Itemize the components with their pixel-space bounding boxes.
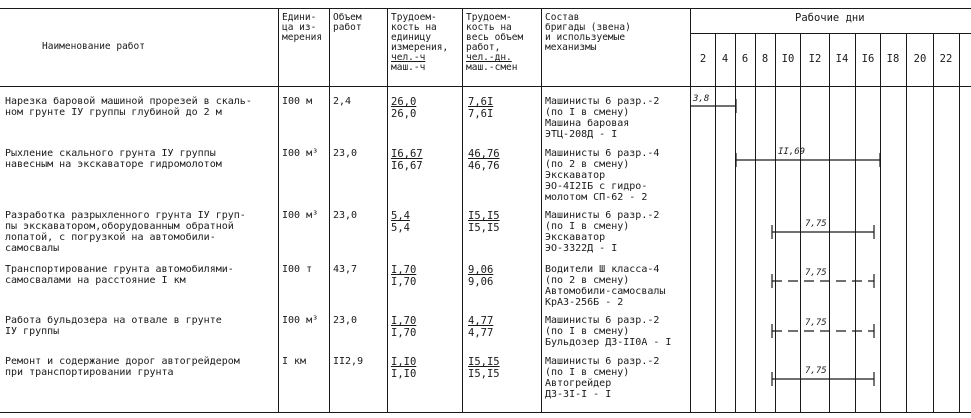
header-labor-per-unit: Трудоем- кость на единицу измерения,	[391, 12, 449, 53]
labor-per-unit-num: I6,67	[391, 148, 423, 160]
day-number: I0	[781, 53, 795, 65]
labor-total-den: I5,I5	[468, 368, 500, 380]
crew: Машинисты 6 разр.-2 (по I в смену) Экскаватор ЭО-3322Д - I	[545, 210, 660, 254]
header-labor-total-num: чел.-дн.	[466, 52, 512, 63]
gantt-duration-label: 7,75	[805, 268, 827, 278]
gantt-duration-label: 7,75	[805, 318, 827, 328]
day-number: 22	[939, 53, 953, 65]
header-workdays: Рабочие дни	[795, 12, 865, 24]
unit: I00 м³	[282, 148, 319, 159]
labor-total-den: 7,6I	[468, 108, 494, 120]
unit: I00 м³	[282, 315, 319, 326]
labor-total-den: 9,06	[468, 276, 494, 288]
gantt-duration-label: 7,75	[805, 219, 827, 229]
labor-per-unit-num: I,70	[391, 264, 417, 276]
day-number: 6	[741, 53, 749, 65]
day-number: I8	[886, 53, 900, 65]
labor-per-unit-den: 5,4	[391, 222, 410, 234]
labor-total-den: 4,77	[468, 327, 494, 339]
work-name: Транспортирование грунта автомобилями- самосвалами на расстояние I км	[5, 264, 234, 286]
work-name: Рыхление скального грунта IУ группы навесным на экскаваторе гидромолотом	[5, 148, 222, 170]
work-name: Ремонт и содержание дорог автогрейдером при транспортировании грунта	[5, 356, 240, 378]
labor-total-den: 46,76	[468, 160, 500, 172]
volume: 2,4	[333, 96, 352, 107]
unit: I00 м³	[282, 210, 319, 221]
labor-total-den: I5,I5	[468, 222, 500, 234]
labor-total-num: 7,6I	[468, 96, 494, 108]
unit: I км	[282, 356, 307, 367]
header-work-name: Наименование работ	[42, 41, 145, 52]
volume: 23,0	[333, 315, 358, 326]
crew: Машинисты 6 разр.-2 (по I в смену) Бульдозер ДЗ-II0А - I	[545, 315, 672, 348]
labor-per-unit-den: I,70	[391, 327, 417, 339]
day-number: I4	[835, 53, 849, 65]
day-number: 4	[721, 53, 729, 65]
day-number: I6	[861, 53, 875, 65]
day-number: 2	[699, 53, 707, 65]
crew: Машинисты 6 разр.-2 (по I в смену) Автогрейдер ДЗ-3I-I - I	[545, 356, 660, 400]
volume: 23,0	[333, 148, 358, 159]
work-name: Разработка разрыхленного грунта IУ груп- пы экскаватором,оборудованным обратной лопатой, с погрузкой на автомобили- самосвалы	[5, 210, 246, 254]
labor-total-num: 9,06	[468, 264, 494, 276]
crew: Машинисты 6 разр.-2 (по I в смену) Машина баровая ЭТЦ-208Д - I	[545, 96, 660, 140]
labor-total-num: I5,I5	[468, 356, 500, 368]
header-crew: Состав бригады (звена) и используемые механизмы	[545, 12, 631, 53]
gantt-duration-label: 3,8	[693, 94, 710, 104]
header-labor-per-unit-num: чел.-ч	[391, 52, 426, 63]
unit: I00 м	[282, 96, 313, 107]
volume: 23,0	[333, 210, 358, 221]
gantt-duration-label: II,69	[778, 147, 806, 157]
day-number: 8	[761, 53, 769, 65]
labor-total-num: I5,I5	[468, 210, 500, 222]
labor-per-unit-num: 26,0	[391, 96, 417, 108]
volume: II2,9	[333, 356, 364, 367]
header-labor-total: Трудоем- кость на весь объем работ,	[466, 12, 524, 53]
volume: 43,7	[333, 264, 358, 275]
day-number: 20	[913, 53, 927, 65]
labor-total-num: 4,77	[468, 315, 494, 327]
labor-per-unit-num: I,70	[391, 315, 417, 327]
labor-per-unit-den: I,I0	[391, 368, 417, 380]
labor-per-unit-den: I6,67	[391, 160, 423, 172]
header-labor-per-unit-den: маш.-ч	[391, 62, 426, 73]
labor-per-unit-num: I,I0	[391, 356, 417, 368]
header-volume: Объем работ	[333, 12, 362, 33]
gantt-duration-label: 7,75	[805, 366, 827, 376]
labor-per-unit-num: 5,4	[391, 210, 410, 222]
header-unit: Едини- ца из- мерения	[282, 12, 323, 43]
labor-total-num: 46,76	[468, 148, 500, 160]
header-labor-total-den: маш.-смен	[466, 62, 518, 73]
work-name: Работа бульдозера на отвале в грунте IУ группы	[5, 315, 222, 337]
unit: I00 т	[282, 264, 313, 275]
crew: Машинисты 6 разр.-4 (по 2 в смену) Экскаватор ЭО-4I2IБ с гидро- молотом СП-62 - 2	[545, 148, 660, 203]
labor-per-unit-den: I,70	[391, 276, 417, 288]
crew: Водители Ш класса-4 (по 2 в смену) Автомобили-самосвалы КрАЗ-256Б - 2	[545, 264, 666, 308]
day-number: I2	[808, 53, 822, 65]
work-name: Нарезка баровой машиной прорезей в скаль- ном грунте IУ группы глубиной до 2 м	[5, 96, 252, 118]
labor-per-unit-den: 26,0	[391, 108, 417, 120]
